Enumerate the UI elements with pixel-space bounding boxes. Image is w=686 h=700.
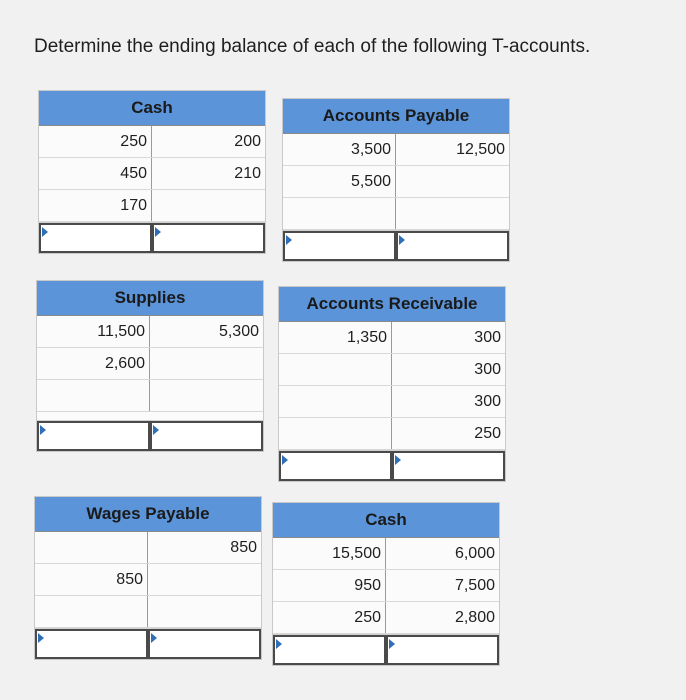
credit-entry: 7,500	[454, 576, 495, 594]
ending-balance-debit-input[interactable]	[35, 629, 148, 659]
ending-balance-credit-input[interactable]	[150, 421, 263, 451]
table-row	[39, 158, 265, 190]
t-account-title: Cash	[273, 503, 499, 538]
table-row	[283, 134, 509, 166]
debit-entry	[35, 596, 148, 627]
credit-entry: 2,800	[454, 608, 495, 626]
ending-balance-debit-input[interactable]	[37, 421, 150, 451]
table-row	[279, 322, 505, 354]
ending-balance-row	[283, 230, 509, 261]
table-row	[37, 316, 263, 348]
debit-entry: 5,500	[283, 166, 396, 197]
debit-entry	[283, 198, 396, 229]
ending-balance-credit-input[interactable]	[392, 451, 505, 481]
t-account-title: Wages Payable	[35, 497, 261, 532]
ending-balance-debit-input[interactable]	[283, 231, 396, 261]
credit-entry: 6,000	[454, 544, 495, 562]
credit-entry: 12,500	[456, 140, 505, 158]
table-row	[279, 418, 505, 450]
ending-balance-row	[39, 222, 265, 253]
ending-balance-credit-input[interactable]	[396, 231, 509, 261]
table-row	[39, 126, 265, 158]
t-account-cash-2	[272, 502, 500, 666]
t-account-accounts-receivable	[278, 286, 506, 482]
table-row	[35, 596, 261, 628]
t-account-title: Cash	[39, 91, 265, 126]
credit-entry: 5,300	[218, 322, 259, 340]
debit-entry	[35, 532, 148, 563]
t-account-supplies	[36, 280, 264, 452]
table-row	[273, 570, 499, 602]
t-account-cash	[38, 90, 266, 254]
table-row	[273, 538, 499, 570]
debit-entry: 15,500	[273, 538, 386, 569]
ending-balance-credit-input[interactable]	[386, 635, 499, 665]
credit-entry	[148, 564, 261, 595]
table-row	[35, 564, 261, 596]
table-row	[37, 380, 263, 412]
debit-entry: 11,500	[37, 316, 150, 347]
debit-entry	[37, 380, 150, 411]
debit-entry: 1,350	[279, 322, 392, 353]
t-account-title: Supplies	[37, 281, 263, 316]
ending-balance-credit-input[interactable]	[152, 223, 265, 253]
debit-entry: 170	[39, 190, 152, 221]
debit-entry: 450	[39, 158, 152, 189]
t-account-title: Accounts Payable	[283, 99, 509, 134]
instruction-text: Determine the ending balance of each of the following T-accounts.	[34, 36, 591, 57]
table-row	[279, 386, 505, 418]
t-account-wages-payable	[34, 496, 262, 660]
ending-balance-debit-input[interactable]	[273, 635, 386, 665]
ending-balance-row	[35, 628, 261, 659]
t-account-accounts-payable	[282, 98, 510, 262]
credit-entry	[396, 166, 509, 197]
debit-entry	[279, 354, 392, 385]
ending-balance-debit-input[interactable]	[279, 451, 392, 481]
debit-entry: 950	[273, 570, 386, 601]
debit-entry: 250	[39, 126, 152, 157]
credit-entry: 250	[474, 424, 501, 442]
credit-entry	[152, 190, 265, 221]
debit-entry: 2,600	[37, 348, 150, 379]
credit-entry	[396, 198, 509, 229]
credit-entry: 850	[230, 538, 257, 556]
t-account-title: Accounts Receivable	[279, 287, 505, 322]
ending-balance-row	[273, 634, 499, 665]
credit-entry: 210	[234, 164, 261, 182]
credit-entry: 300	[474, 360, 501, 378]
ending-balance-credit-input[interactable]	[148, 629, 261, 659]
ending-balance-row	[279, 450, 505, 481]
credit-entry	[150, 380, 263, 411]
table-row	[283, 166, 509, 198]
ending-balance-debit-input[interactable]	[39, 223, 152, 253]
credit-entry	[148, 596, 261, 627]
debit-entry: 250	[273, 602, 386, 633]
credit-entry: 200	[234, 132, 261, 150]
credit-entry	[150, 348, 263, 379]
table-row	[279, 354, 505, 386]
credit-entry: 300	[474, 392, 501, 410]
table-row	[37, 348, 263, 380]
table-row	[283, 198, 509, 230]
debit-entry	[279, 418, 392, 449]
credit-entry: 300	[474, 328, 501, 346]
ending-balance-row	[37, 420, 263, 451]
table-row	[39, 190, 265, 222]
debit-entry: 850	[35, 564, 148, 595]
debit-entry	[279, 386, 392, 417]
table-row	[35, 532, 261, 564]
debit-entry: 3,500	[283, 134, 396, 165]
table-row	[273, 602, 499, 634]
